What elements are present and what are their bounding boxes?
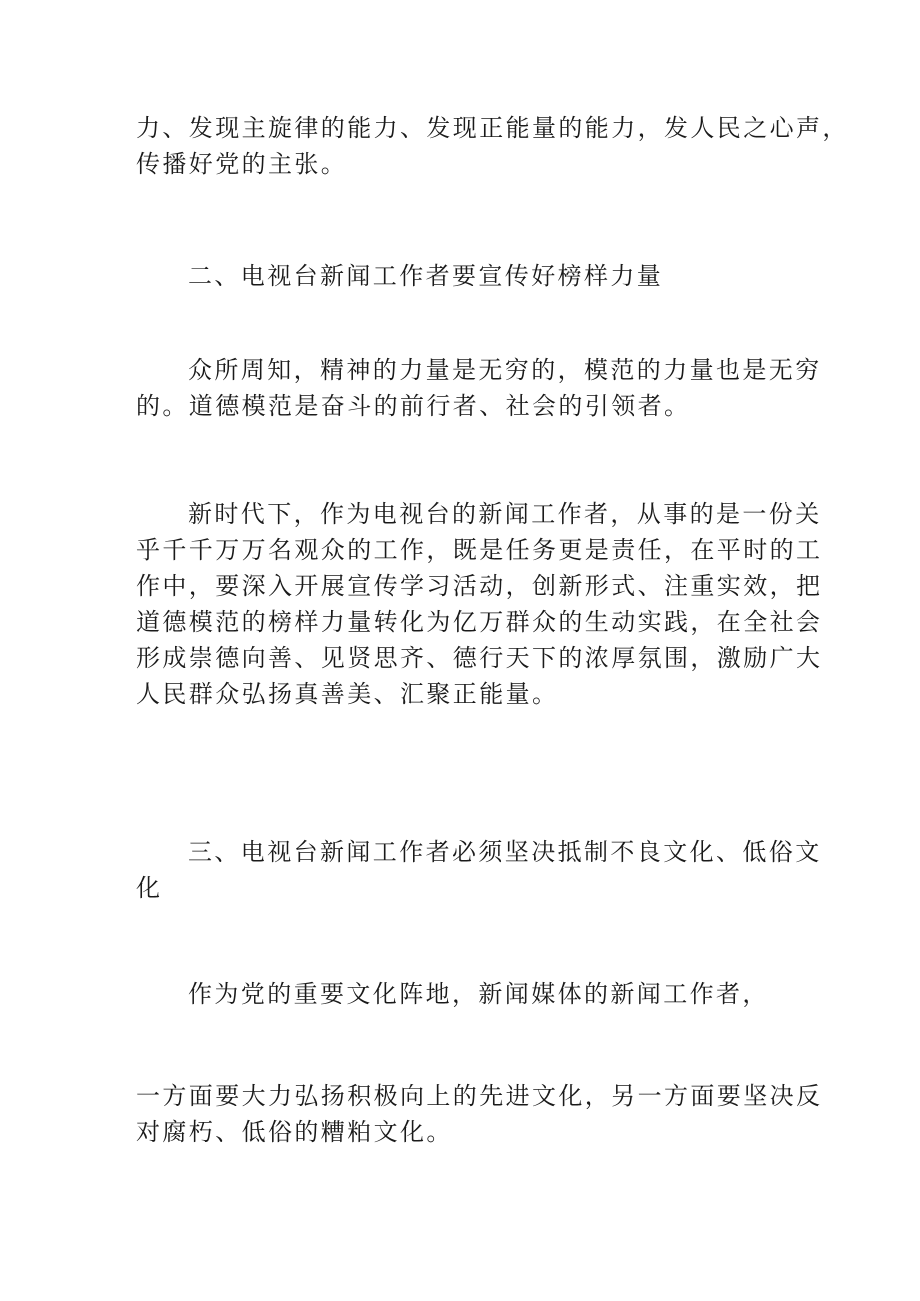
text-line: 道德模范的榜样力量转化为亿万群众的生动实践，在全社会 <box>136 608 823 636</box>
text-line: 新时代下，作为电视台的新闻工作者，从事的是一份关 <box>188 500 822 528</box>
text-line: 众所周知，精神的力量是无穷的，模范的力量也是无穷 <box>188 356 822 384</box>
paragraph <box>136 496 823 712</box>
paragraph <box>136 976 796 1012</box>
section-heading-2 <box>136 258 796 294</box>
text-line: 传播好党的主张。 <box>136 150 348 178</box>
text-line: 力、发现主旋律的能力、发现正能量的能力，发人民之心声， <box>136 114 849 142</box>
heading-line: 三、电视台新闻工作者必须坚决抵制不良文化、低俗文 <box>188 838 822 866</box>
paragraph <box>136 1078 823 1150</box>
text-line: 一方面要大力弘扬积极向上的先进文化，另一方面要坚决反 <box>136 1082 823 1110</box>
text-line: 对腐朽、低俗的糟粕文化。 <box>136 1118 453 1146</box>
text-line: 人民群众弘扬真善美、汇聚正能量。 <box>136 680 559 708</box>
text-line: 作为党的重要文化阵地，新闻媒体的新闻工作者， <box>188 980 769 1008</box>
text-line: 作中，要深入开展宣传学习活动，创新形式、注重实效，把 <box>136 572 823 600</box>
heading-line: 二、电视台新闻工作者要宣传好榜样力量 <box>188 262 664 290</box>
text-line: 的。道德模范是奋斗的前行者、社会的引领者。 <box>136 392 691 420</box>
paragraph <box>136 352 822 424</box>
section-heading-3 <box>136 834 822 906</box>
text-line: 形成崇德向善、见贤思齐、德行天下的浓厚氛围，激励广大 <box>136 644 823 672</box>
heading-line: 化 <box>136 874 163 902</box>
paragraph-continuation <box>136 110 849 182</box>
text-line: 乎千千万万名观众的工作，既是任务更是责任，在平时的工 <box>136 536 823 564</box>
